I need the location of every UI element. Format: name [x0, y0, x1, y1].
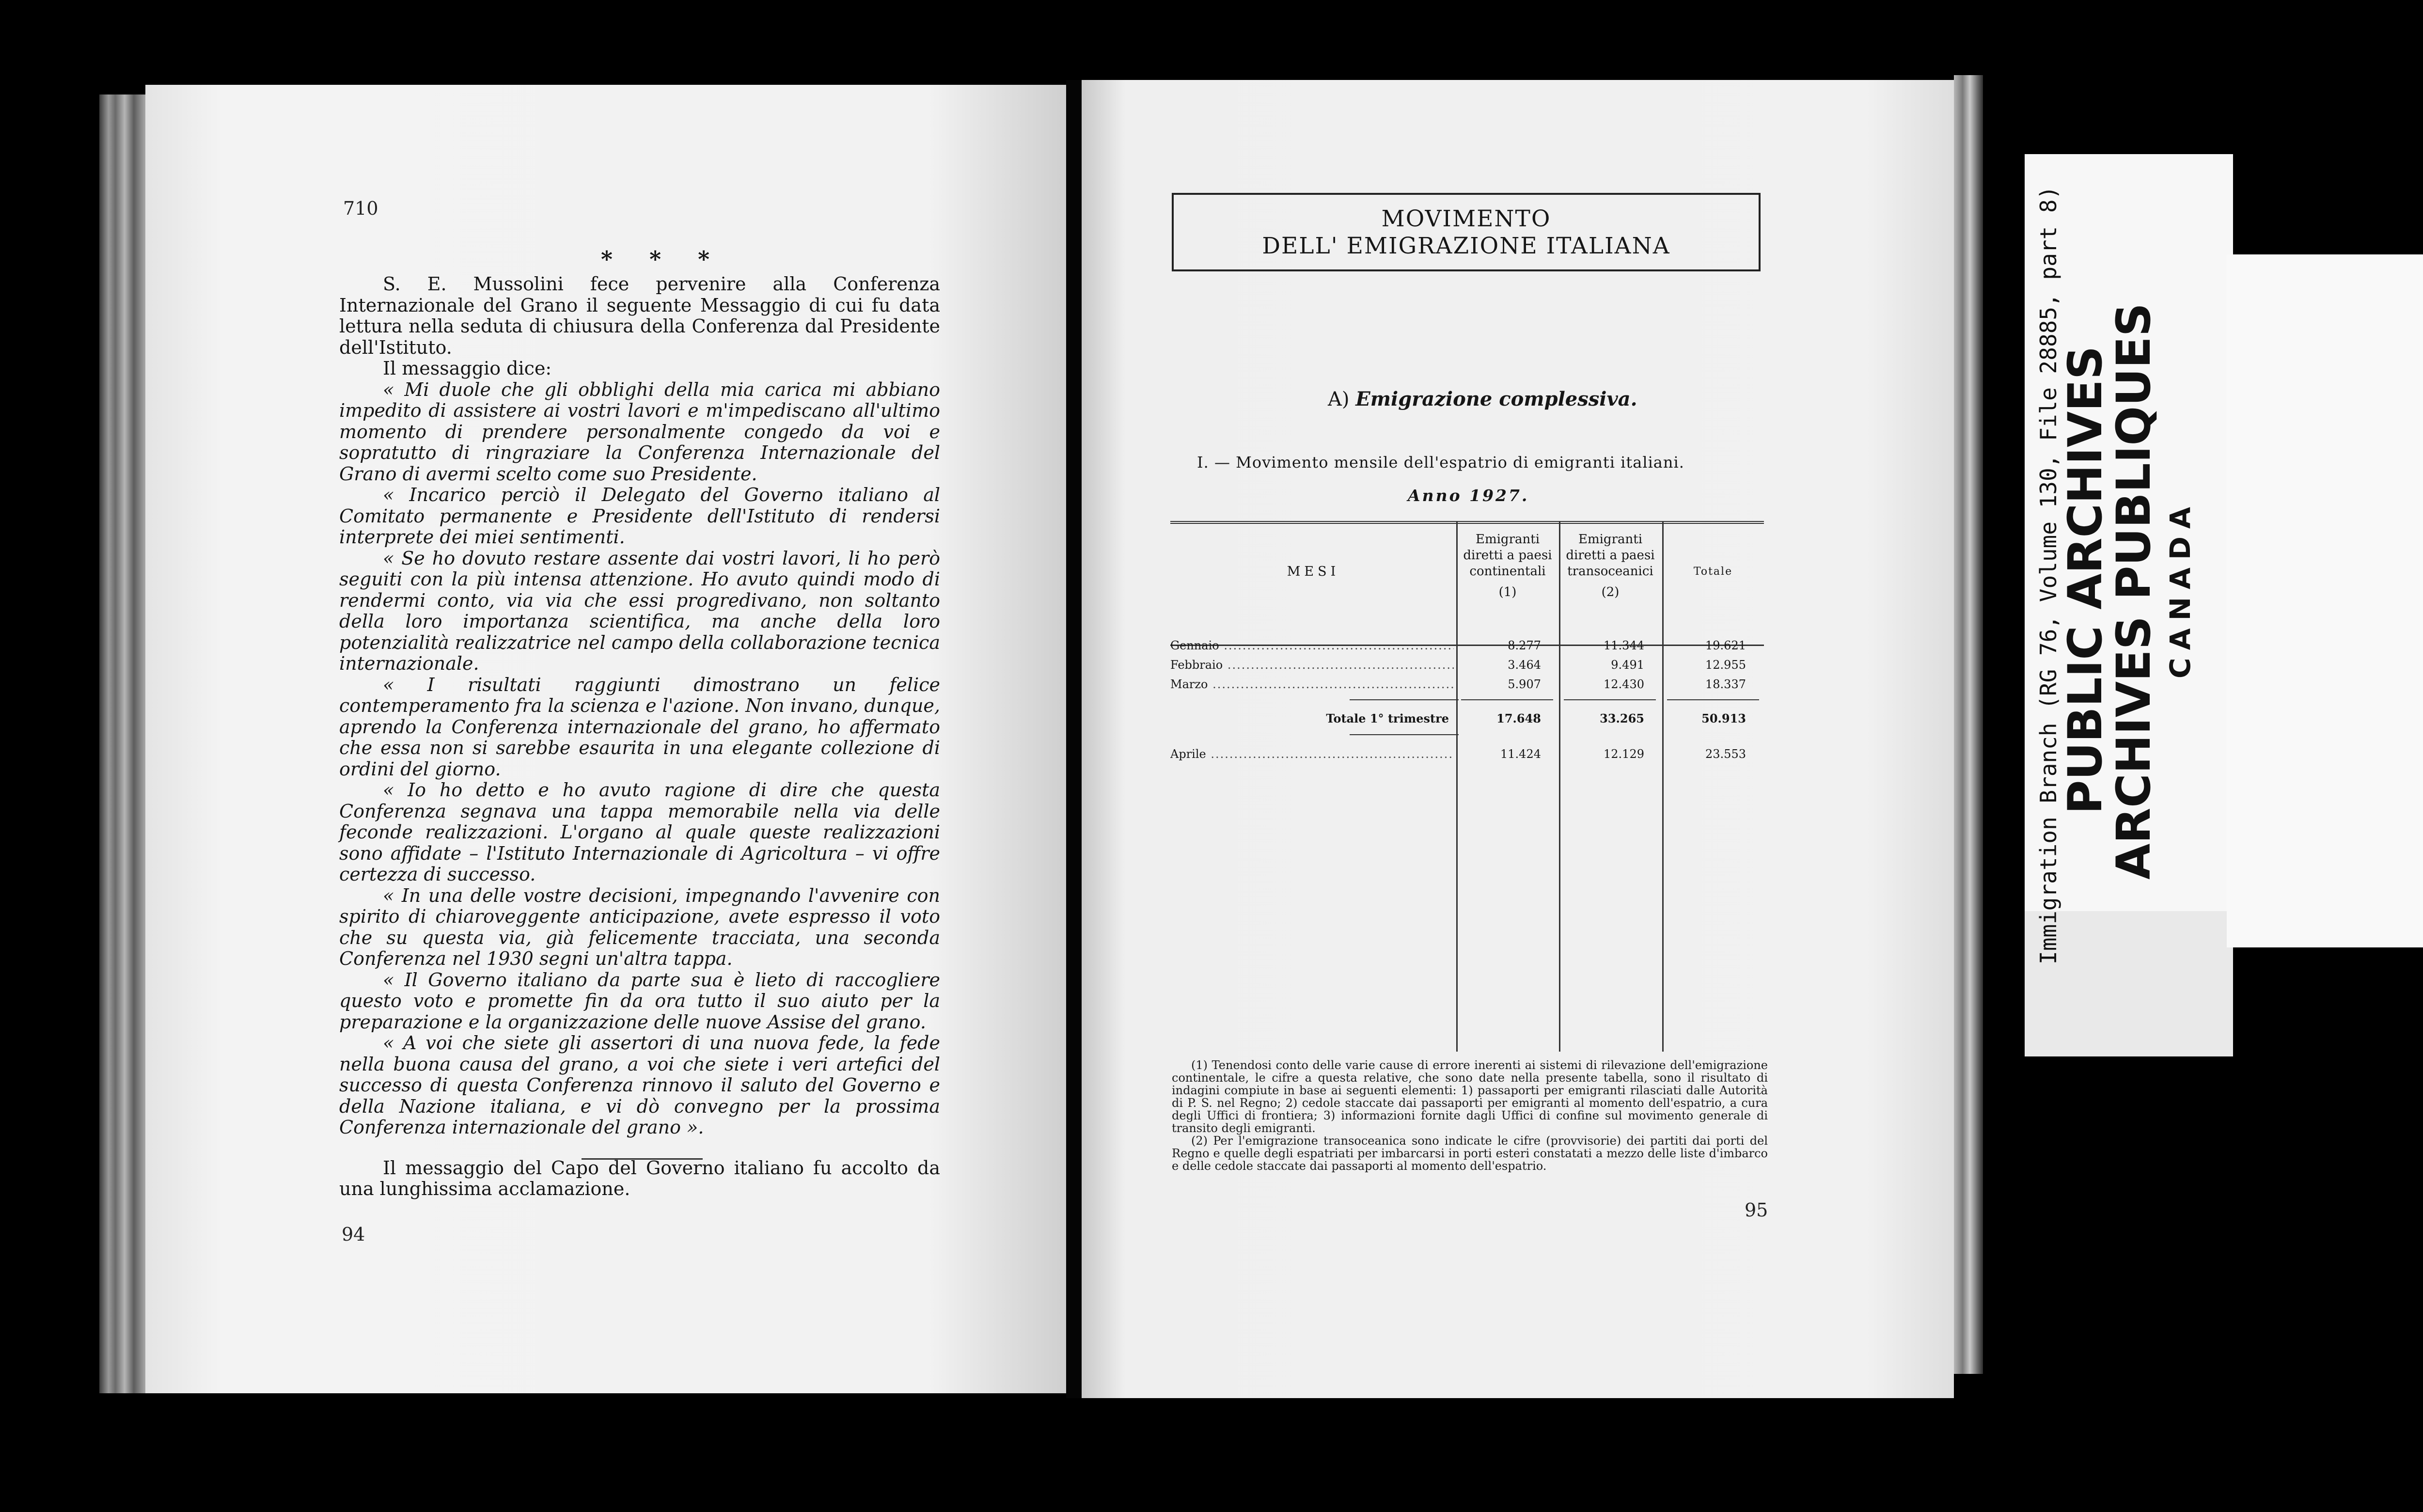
- header-line: transoceanici: [1567, 564, 1653, 579]
- header-line: (2): [1601, 585, 1620, 599]
- row-transoceanici: 11.344: [1604, 639, 1644, 652]
- table-year: Anno 1927.: [1408, 486, 1529, 505]
- row-totale: 19.621: [1705, 639, 1746, 652]
- left-bottom-page-number: 94: [342, 1224, 365, 1245]
- table-row: [1170, 747, 1764, 767]
- row-continentali: 8.277: [1508, 639, 1541, 652]
- end-rule: [582, 1158, 703, 1160]
- archive-reference: Immigration Branch (RG 76, Volume 130, File 28885, part 8): [2035, 186, 2061, 964]
- subtotal-rule: [1350, 734, 1459, 735]
- archive-card-back: [2227, 254, 2423, 947]
- archive-name-fr: ARCHIVES PUBLIQUES: [2107, 303, 2161, 880]
- chapter-title-box: [1172, 193, 1761, 271]
- subtotal-rule: [1564, 699, 1656, 700]
- left-page-edges: [99, 94, 145, 1393]
- table-row: [1170, 658, 1764, 677]
- book-gutter: [1066, 80, 1082, 1398]
- footnote: (1) Tenendosi conto delle varie cause di errore inerenti ai sistemi di rilevazione dell'emigrazione continentale, le cifre a questa relative, che sono date nella presente tabella, sono il risultato di indagini compiute in base ai seguenti elementi: 1) passaporti per emigranti rilasciati dalle Autorità di P. S. nel Regno; 2) cedole staccate dai passaporti per emigranti al momento dell'espatrio, a cura degli Uffici di frontiera; 3) informazioni fornite dagli Uffici di confine sul movimento generale di transito degli emigranti.: [1172, 1058, 1768, 1135]
- column-divider: [1662, 521, 1664, 1052]
- section-title: Emigrazione complessiva.: [1355, 388, 1637, 410]
- row-transoceanici: 12.129: [1604, 747, 1644, 761]
- row-transoceanici: 12.430: [1604, 677, 1644, 691]
- row-month: Febbraio .....: [1170, 658, 1454, 672]
- subtotal-totale: 50.913: [1701, 711, 1746, 725]
- header-continentali: [1456, 532, 1559, 600]
- table-row: [1170, 639, 1764, 658]
- row-continentali: 11.424: [1500, 747, 1541, 761]
- row-totale: 23.553: [1705, 747, 1746, 761]
- subtotal-row: [1170, 711, 1764, 731]
- archive-country: CANADA: [2164, 499, 2197, 678]
- row-continentali: 5.907: [1508, 677, 1541, 691]
- message-paragraph: « Se ho dovuto restare assente dai vostri lavori, li ho però seguiti con la più intensa attenzione. Ho avuto quindi modo di rendermi conto, via via che essi progredivano, non soltanto della loro importanza scientifica, ma anche della loro potenzialità realizzatrice nel campo della collaborazione tecnica internazionale.: [339, 547, 940, 674]
- message-paragraph: « Mi duole che gli obblighi della mia carica mi abbiano impedito di assistere ai vostri lavori e m'impediscano all'ultimo momento di prendere personalmente congedo da voi e sopratutto di ringraziare la Conferenza Internazionale del Grano di avermi scelto come suo Presidente.: [339, 378, 940, 485]
- table-row: [1170, 677, 1764, 697]
- header-mesi: MESI: [1287, 564, 1340, 579]
- header-line: diretti a paesi: [1463, 548, 1552, 563]
- message-intro: Il messaggio dice:: [383, 358, 552, 379]
- table-footnotes: [1172, 1059, 1768, 1172]
- right-bottom-page-number: 95: [1745, 1199, 1768, 1221]
- message-text: [339, 274, 940, 1200]
- chapter-title-line1: MOVIMENTO: [1381, 205, 1551, 232]
- row-continentali: 3.464: [1508, 658, 1541, 672]
- emigration-table: [1170, 521, 1764, 1052]
- message-paragraph: « I risultati raggiunti dimostrano un felice contemperamento fra la scienza e l'azione. Non invano, dunque, aprendo la Conferenza internazionale del grano, ho affermato che essa non si sarebbe esaurita in una elegante collezione di ordini del giorno.: [339, 674, 940, 780]
- row-totale: 12.955: [1705, 658, 1746, 672]
- subtotal-rule: [1667, 699, 1759, 700]
- archive-name-en: PUBLIC ARCHIVES: [2058, 346, 2112, 814]
- closing-paragraph: Il messaggio del Capo del Governo italiano fu accolto da una lunghissima acclamazione.: [339, 1157, 940, 1199]
- right-page-edges: [1954, 75, 1983, 1374]
- message-paragraph: « Io ho detto e ho avuto ragione di dire che questa Conferenza segnava una tappa memorabile nella via delle feconde realizzazioni. L'organo al quale queste realizzazioni sono affidate – l'Istituto Internazionale di Agricoltura – vi offre certezza di successo.: [339, 779, 940, 885]
- subtotal-continentali: 17.648: [1496, 711, 1541, 725]
- header-transoceanici: [1559, 532, 1662, 600]
- message-paragraph: « In una delle vostre decisioni, impegnando l'avvenire con spirito di chiaroveggente anticipazione, avete espresso il voto che su questa via, già felicemente tracciata, una seconda Conferenza nel 1930 segni un'altra tappa.: [339, 884, 940, 969]
- intro-paragraph: S. E. Mussolini fece pervenire alla Conferenza Internazionale del Grano il seguente Messaggio di cui fu data lettura nella seduta di chiusura della Conferenza dal Presidente dell'Istituto.: [339, 273, 940, 358]
- message-paragraph: « Il Governo italiano da parte sua è lieto di raccogliere questo voto e promette fin da ora tutto il suo aiuto per la preparazione e la organizzazione delle nuove Assise del grano.: [339, 969, 940, 1033]
- header-line: continentali: [1469, 564, 1546, 579]
- section-prefix: A): [1328, 388, 1350, 410]
- subtotal-rule: [1350, 699, 1459, 700]
- header-line: Emigranti: [1475, 532, 1540, 547]
- header-line: (1): [1498, 585, 1517, 599]
- section-heading: [1328, 388, 1637, 410]
- header-line: diretti a paesi: [1566, 548, 1655, 563]
- column-divider: [1456, 521, 1458, 1052]
- row-transoceanici: 9.491: [1611, 658, 1644, 672]
- subtotal-transoceanici: 33.265: [1600, 711, 1644, 725]
- subtotal-rule: [1461, 699, 1553, 700]
- subtotal-label: Totale 1° trimestre: [1326, 711, 1449, 725]
- row-month: Marzo .....: [1170, 677, 1454, 691]
- row-totale: 18.337: [1705, 677, 1746, 691]
- chapter-title-line2: DELL' EMIGRAZIONE ITALIANA: [1262, 233, 1670, 259]
- left-top-page-number: 710: [343, 198, 378, 219]
- footnote: (2) Per l'emigrazione transoceanica sono indicate le cifre (provvisorie) dei partiti dai porti del Regno e quelle degli espatriati per imbarcarsi in porti esteri constatati a mezzo delle liste d'imbarco e delle cedole staccate dai passaporti al momento dell'espatrio.: [1172, 1134, 1768, 1173]
- message-paragraph: « A voi che siete gli assertori di una nuova fede, la fede nella buona causa del grano, a voi che siete i veri artefici del successo di questa Conferenza rinnovo il saluto del Governo e della Nazione italiana, e vi dò convegno per la prossima Conferenza internazionale del grano ».: [339, 1032, 940, 1138]
- table-caption: I. — Movimento mensile dell'espatrio di emigranti italiani.: [1197, 453, 1684, 472]
- column-divider: [1559, 521, 1560, 1052]
- row-month: Aprile .....: [1170, 747, 1454, 761]
- row-month: Gennaio .....: [1170, 639, 1454, 652]
- message-paragraph: « Incarico perciò il Delegato del Governo italiano al Comitato permanente e Presidente dell'Istituto di rendersi interprete dei miei sentimenti.: [339, 484, 940, 548]
- header-totale: Totale: [1693, 566, 1733, 578]
- table-top-rule: [1170, 521, 1764, 524]
- section-separator: * * *: [601, 246, 724, 272]
- header-line: Emigranti: [1578, 532, 1643, 547]
